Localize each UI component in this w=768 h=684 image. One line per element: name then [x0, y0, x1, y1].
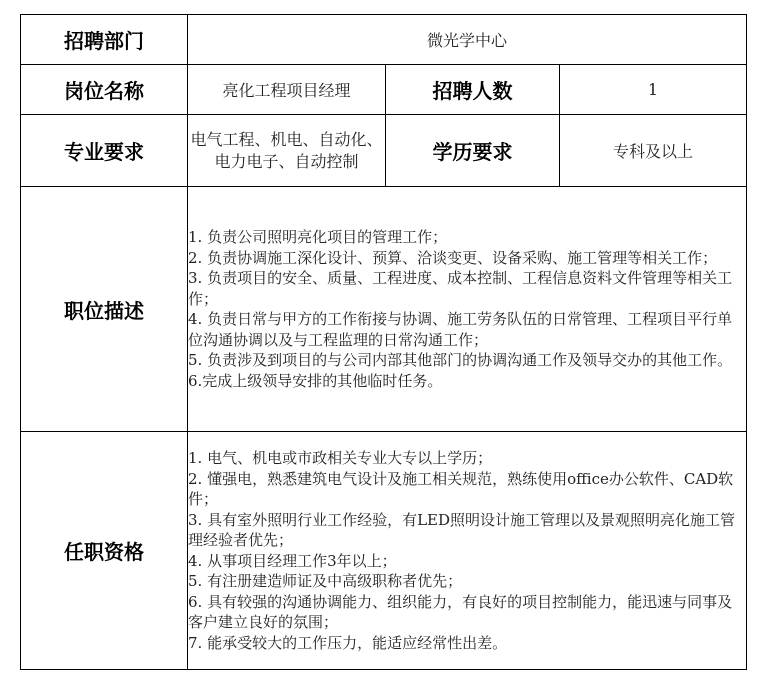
qualification-item: 3. 具有室外照明行业工作经验，有LED照明设计施工管理以及景观照明亮化施工管理经验者优先； [188, 510, 736, 549]
department-label: 招聘部门 [21, 15, 188, 65]
row-qualification [21, 432, 747, 670]
qualification-item: 5. 有注册建造师证及中高级职称者优先； [188, 572, 463, 590]
education-value: 专科及以上 [560, 115, 747, 187]
description-item: 3. 负责项目的安全、质量、工程进度、成本控制、工程信息资料文件管理等相关工作； [188, 269, 733, 308]
major-value: 电气工程、机电、自动化、电力电子、自动控制 [188, 115, 386, 187]
qualification-item: 6. 具有较强的沟通协调能力、组织能力，有良好的项目控制能力，能迅速与同事及客户建立良好的氛围； [188, 592, 733, 631]
position-value: 亮化工程项目经理 [188, 65, 386, 115]
row-position [21, 65, 747, 115]
description-item: 4. 负责日常与甲方的工作衔接与协调、施工劳务队伍的日常管理、工程项目平行单位沟通协调以及与工程监理的日常沟通工作； [188, 310, 733, 349]
job-posting-table [20, 14, 747, 670]
qualification-label: 任职资格 [21, 432, 188, 670]
description-item: 2. 负责协调施工深化设计、预算、洽谈变更、设备采购、施工管理等相关工作； [188, 248, 718, 267]
row-department [21, 15, 747, 65]
row-description [21, 187, 747, 432]
headcount-label: 招聘人数 [386, 65, 560, 115]
position-label: 岗位名称 [21, 65, 188, 115]
qualification-item: 1. 电气、机电或市政相关专业大专以上学历； [188, 449, 493, 467]
description-list [188, 187, 747, 432]
description-item: 1. 负责公司照明亮化项目的管理工作； [188, 228, 448, 246]
headcount-value: 1 [560, 65, 747, 115]
description-item: 6.完成上级领导安排的其他临时任务。 [188, 371, 443, 390]
qualification-item: 2. 懂强电，熟悉建筑电气设计及施工相关规范，熟练使用office办公软件、CAD软件； [188, 469, 734, 508]
education-label: 学历要求 [386, 115, 560, 187]
description-label: 职位描述 [21, 187, 188, 432]
qualification-item: 4. 从事项目经理工作3年以上； [188, 551, 397, 570]
row-major [21, 115, 747, 187]
description-item: 5. 负责涉及到项目的与公司内部其他部门的协调沟通工作及领导交办的其他工作。 [188, 351, 733, 369]
department-value: 微光学中心 [188, 15, 747, 65]
qualification-item: 7. 能承受较大的工作压力，能适应经常性出差。 [188, 633, 508, 652]
qualification-list [188, 432, 747, 670]
major-label: 专业要求 [21, 115, 188, 187]
